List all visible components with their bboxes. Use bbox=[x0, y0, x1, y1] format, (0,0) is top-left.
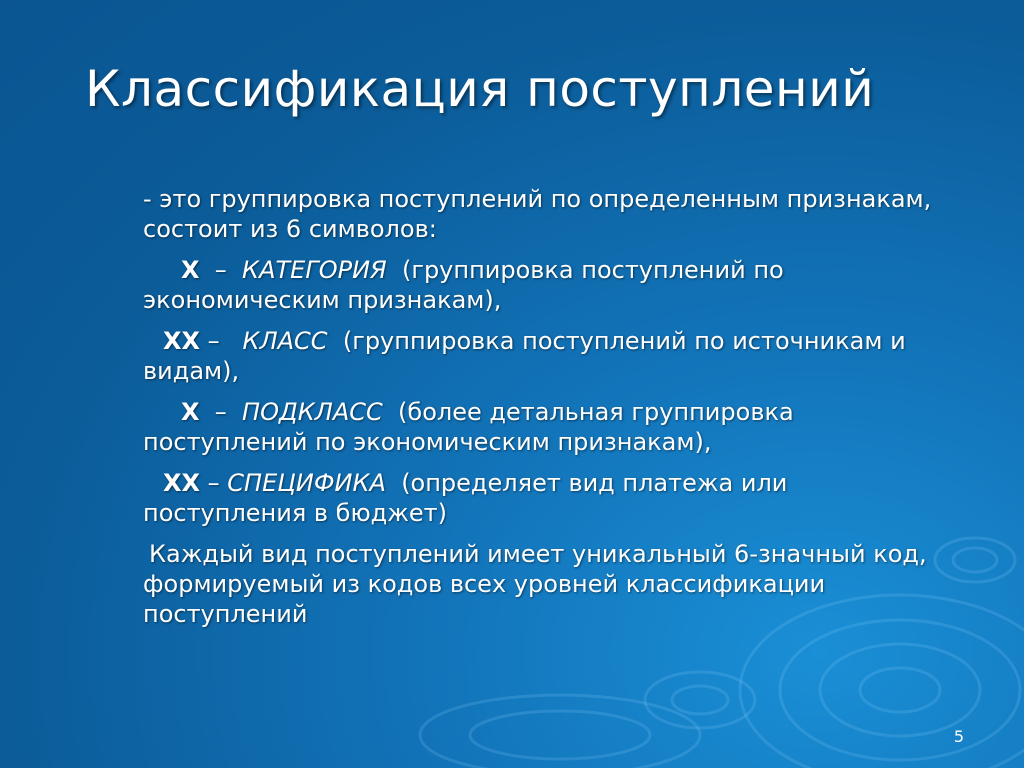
item-description: (группировка поступлений по источникам и видам), bbox=[143, 327, 906, 385]
item-term: КЛАСС bbox=[242, 327, 328, 355]
slide-body bbox=[143, 184, 943, 640]
page-number: 5 bbox=[953, 727, 964, 746]
item-description: (более детальная группировка поступлений по экономическим признакам), bbox=[143, 398, 794, 456]
item-code: ХХ bbox=[163, 469, 201, 497]
list-item: ХХ – СПЕЦИФИКА (определяет вид платежа или поступления в бюджет) bbox=[143, 469, 788, 527]
item-description: (определяет вид платежа или поступления в бюджет) bbox=[143, 469, 788, 527]
item-code: Х bbox=[181, 256, 200, 284]
item-code: ХХ bbox=[163, 327, 201, 355]
list-item: ХХ – КЛАСС (группировка поступлений по источникам и видам), bbox=[143, 327, 906, 385]
item-term: ПОДКЛАСС bbox=[242, 398, 383, 426]
intro-text: - это группировка поступлений по определенным признакам, состоит из 6 символов: bbox=[143, 185, 932, 243]
item-term: СПЕЦИФИКА bbox=[227, 469, 386, 497]
item-code: Х bbox=[181, 398, 200, 426]
item-description: (группировка поступлений по экономическим признакам), bbox=[143, 256, 784, 314]
slide-title: Классификация поступлений bbox=[85, 60, 875, 118]
list-item: Х – ПОДКЛАСС (более детальная группировка поступлений по экономическим признакам), bbox=[143, 398, 794, 456]
list-item: Х – КАТЕГОРИЯ (группировка поступлений по экономическим признакам), bbox=[143, 256, 784, 314]
conclusion-text: Каждый вид поступлений имеет уникальный 6-значный код, формируемый из кодов всех уровней классификации поступлений bbox=[143, 540, 927, 628]
item-term: КАТЕГОРИЯ bbox=[242, 256, 387, 284]
